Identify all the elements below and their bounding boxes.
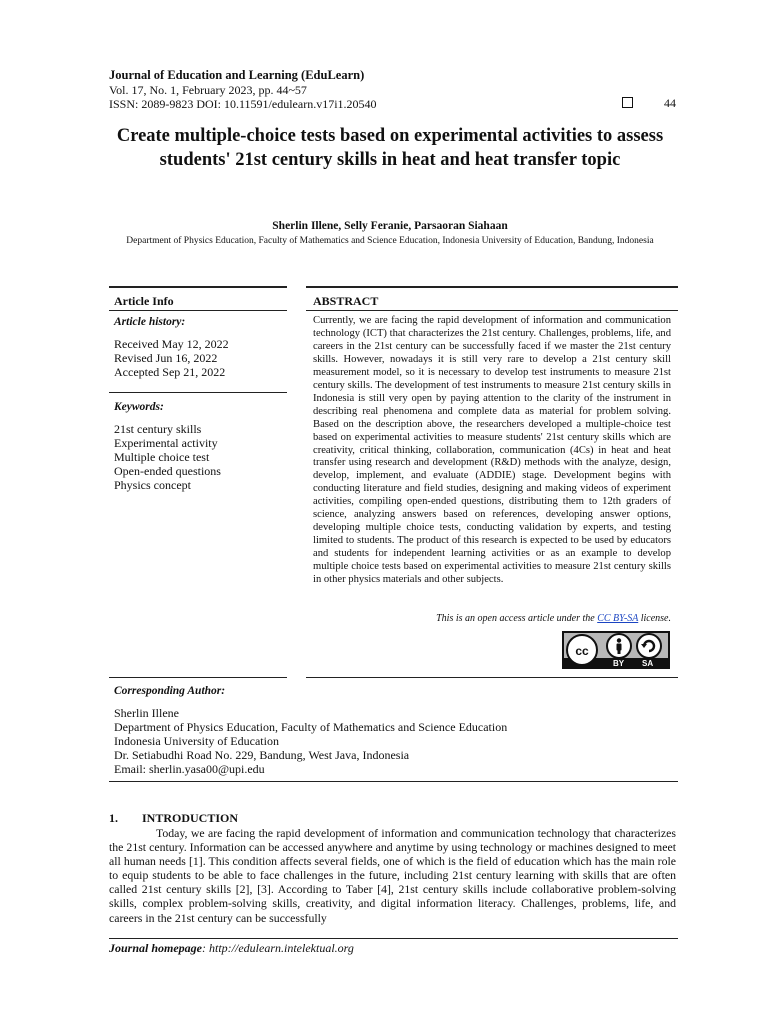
share-alike-icon bbox=[636, 633, 662, 659]
issn-doi: ISSN: 2089-9823 DOI: 10.11591/edulearn.v17i1.20540 bbox=[109, 97, 377, 111]
keyword: Experimental activity bbox=[114, 436, 218, 450]
license-suffix: license. bbox=[638, 613, 671, 624]
sa-label: SA bbox=[642, 659, 654, 668]
divider bbox=[109, 286, 287, 288]
by-label: BY bbox=[613, 659, 625, 668]
introduction-heading: 1. INTRODUCTION bbox=[109, 811, 239, 825]
abstract-text: Currently, we are facing the rapid development of information and communication technology (ICT) that characterizes the 21st century. Challenges, problems, life, and careers in the 21st century can be successfully faced if we master the 21st century skills. However, nowadays it is still very rare to develop a 21st century skill measurement model, so it is necessary to develop test instruments to measure 21st century skills. The development of test instruments to measure 21st century skills in Indonesia is still very open by paying attention to the clarity of the instrument in describing real phenomena and complete data as material for problem solving. Based on the description above, the researchers developed a multiple-choice test based on experimental activities to measure students' 21st century skills which are creativity, critical thinking, collaboration, communication (4Cs) in heat and heat transfer using research and development (R&D) methods with the analyze, design, develop, implement, and evaluate (ADDIE) stage. Development begins with conducting literature and field studies, designing and making videos of experiment activities, compiling open-ended questions, distributing them to 12th graders of science, analyzing answers based on references, developing answer options, developing multiple choice tests, conducting validation by experts, and testing limited to students. The product of this research is expected to be used by educators and students for independent learning activities or as an example to develop multiple choice tests based on experimental activities to measure 21st century skills in other physics materials and other subjects. bbox=[313, 315, 671, 586]
author-university: Indonesia University of Education bbox=[114, 734, 279, 748]
divider bbox=[109, 392, 287, 393]
article-history-heading: Article history: bbox=[114, 316, 186, 328]
revised-date: Revised Jun 16, 2022 bbox=[114, 351, 218, 365]
homepage-label: Journal homepage bbox=[109, 941, 203, 955]
keywords-heading: Keywords: bbox=[114, 401, 164, 413]
author-name: Sherlin Illene bbox=[114, 706, 179, 720]
paper-title: Create multiple-choice tests based on experimental activities to assess students' 21st century skills in heat and heat transfer topic bbox=[116, 126, 664, 170]
keyword: Physics concept bbox=[114, 478, 191, 492]
keyword: Multiple choice test bbox=[114, 450, 210, 464]
divider bbox=[109, 310, 287, 311]
author-email: Email: sherlin.yasa00@upi.edu bbox=[114, 762, 265, 776]
homepage-url[interactable]: : http://edulearn.intelektual.org bbox=[202, 941, 354, 955]
accepted-date: Accepted Sep 21, 2022 bbox=[114, 365, 226, 379]
divider bbox=[109, 677, 287, 678]
square-bullet-icon bbox=[622, 97, 633, 108]
authors: Sherlin Illene, Selly Feranie, Parsaoran Siahaan bbox=[272, 220, 508, 232]
svg-text:cc: cc bbox=[575, 644, 589, 658]
license-prefix: This is an open access article under the bbox=[436, 613, 598, 624]
divider bbox=[306, 286, 678, 288]
keyword: 21st century skills bbox=[114, 422, 202, 436]
divider bbox=[109, 781, 678, 782]
cc-icon bbox=[566, 634, 598, 666]
by-attribution-icon bbox=[606, 633, 632, 659]
divider bbox=[306, 310, 678, 311]
introduction-text: Today, we are facing the rapid development of information and communication technology that characterizes the 21st century. Information can be accessed anywhere and anytime by using technology or machines designed to meet all human needs [1]. This condition affects several fields, one of which is the field of education which has the main role to equip students to be able to face challenges in the future, including 21st century learning with skills that are often called 21st century skills [2], [3]. According to Taber [4], 21st century skills include collaborative problem-solving skills, complex problem-solving skills, creativity, and digital information literacy. Challenges, problems, life, and careers in the 21st century can be successfully bbox=[109, 826, 676, 925]
divider bbox=[306, 677, 678, 678]
abstract-heading: ABSTRACT bbox=[313, 294, 379, 308]
page-number: 44 bbox=[664, 96, 676, 110]
cc-by-sa-link[interactable]: CC BY-SA bbox=[597, 613, 639, 624]
affiliation: Department of Physics Education, Faculty of Mathematics and Science Education, Indonesia University of Education, Bandung, Indonesia bbox=[126, 236, 654, 246]
journal-homepage bbox=[109, 941, 354, 956]
footer-divider bbox=[109, 938, 678, 939]
journal-name: Journal of Education and Learning (EduLearn) bbox=[109, 68, 365, 82]
cc-by-sa-badge[interactable] bbox=[562, 631, 670, 669]
license-statement bbox=[313, 613, 671, 624]
keyword: Open-ended questions bbox=[114, 464, 221, 478]
author-address: Dr. Setiabudhi Road No. 229, Bandung, West Java, Indonesia bbox=[114, 748, 410, 762]
volume-info: Vol. 17, No. 1, February 2023, pp. 44~57 bbox=[109, 83, 307, 97]
article-info-heading: Article Info bbox=[114, 294, 174, 308]
received-date: Received May 12, 2022 bbox=[114, 337, 229, 351]
corresponding-author-heading: Corresponding Author: bbox=[114, 685, 226, 697]
author-department: Department of Physics Education, Faculty of Mathematics and Science Education bbox=[114, 720, 508, 734]
